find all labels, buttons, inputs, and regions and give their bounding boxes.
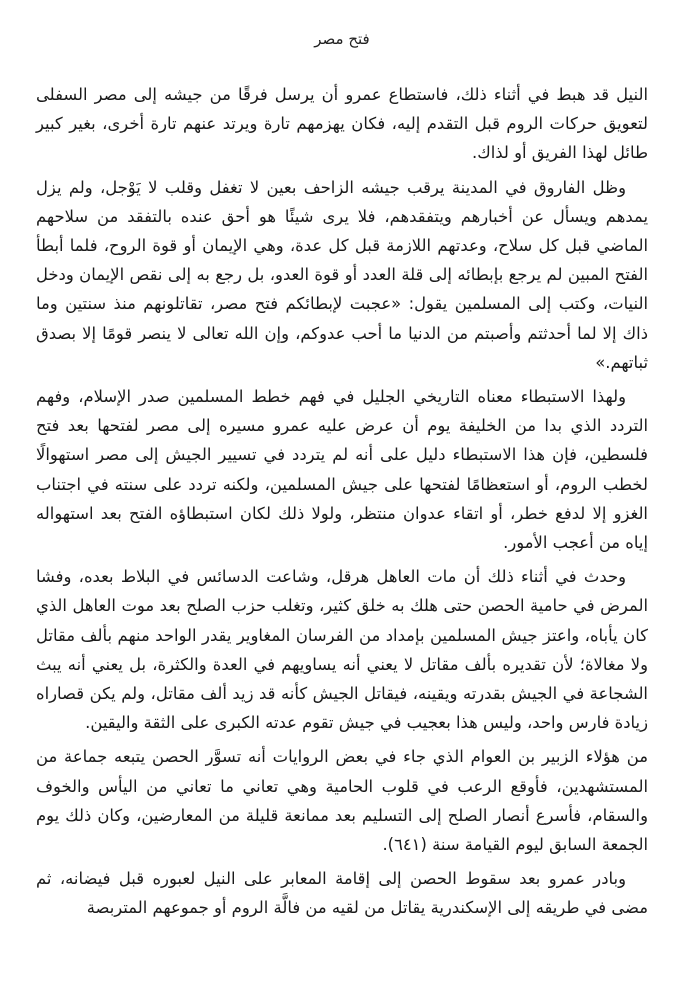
page-body-text <box>36 80 648 923</box>
paragraph-3: ولهذا الاستبطاء معناه التاريخي الجليل في فهم خطط المسلمين صدر الإسلام، وفهم التردد الذي بدا من الخليفة يوم أن عرض عليه عمرو مسيره إلى مصر لفتحها بعد فتح فلسطين، فإن هذا الاستبطاء دليل على أنه لم يتردد في تسيير الجيش إلى مصر استهوالًا لخطب الروم، أو استعظامًا لفتحها على جيش المسلمين، ولكنه تردد على سنته في اجتناب الغزو إلا لدفع خطر، أو اتقاء عدوان منتظر، ولولا ذلك لكان استبطاؤه الفتح بعد استهواله إياه من أعجب الأمور. <box>36 387 648 553</box>
paragraph-6: وبادر عمرو بعد سقوط الحصن إلى إقامة المعابر على النيل لعبوره قبل فيضانه، ثم مضى في طريقه إلى الإسكندرية يقاتل من لقيه من فالَّة الروم أو جموعهم المتربصة <box>36 869 648 918</box>
paragraph-2: وظل الفاروق في المدينة يرقب جيشه الزاحف بعين لا تغفل وقلب لا يَوْجل، ولم يزل يمدهم ويسأل عن أخبارهم ويتفقدهم، فلا يرى شيئًا هو أحق عنده بالتفقد من سلاحهم الماضي قبل كل سلاح، وعدتهم اللازمة قبل كل عدة، وهي الإيمان أو قوة الروح، فلما أبطأ الفتح المبين لم يرجع بإبطائه إلى قلة العدد أو قوة العدو، بل رجع به إلى نقص الإيمان ودخل النيات، وكتب إلى المسلمين يقول: «عجبت لإبطائكم فتح مصر، تقاتلونهم منذ سنتين وما ذاك إلا لما أحدثتم وأصبتم من الدنيا ما أحب عدوكم، وإن الله تعالى لا ينصر قومًا إلا بصدق ثباتهم.» <box>36 177 648 372</box>
paragraph-4: وحدث في أثناء ذلك أن مات العاهل هرقل، وشاعت الدسائس في البلاط بعده، وفشا المرض في حامية الحصن حتى هلك به خلق كثير، وتغلب حزب الصلح بعد موت العاهل الذي كان يأباه، واعتز جيش المسلمين بإمداد من الفرسان المغاوير يقدر الواحد منهم بألف مقاتل ولا مغالاة؛ لأن تقديره بألف مقاتل لا يعني أنه يساويهم في العدة والكثرة، بل يعني أنه يبث الشجاعة في الجيش بقدرته ويقينه، فيقاتل الجيش كأنه قد زيد ألف مقاتل، ولم يكن قصاراه زيادة فارس واحد، وليس هذا بعجيب في جيش تقوم عدته الكبرى على الثقة واليقين. <box>36 567 648 733</box>
paragraph-5: من هؤلاء الزبير بن العوام الذي جاء في بعض الروايات أنه تسوَّر الحصن يتبعه جماعة من المستشهدين، فأوقع الرعب في قلوب الحامية وهي تعاني ما تعاني من اليأس والخوف والسقام، فأسرع أنصار الصلح إلى التسليم بعد ممانعة قليلة من المعارضين، وكان ذلك يوم الجمعة السابق ليوم القيامة سنة (٦٤١). <box>36 747 648 855</box>
paragraph-1: النيل قد هبط في أثناء ذلك، فاستطاع عمرو أن يرسل فرقًا من جيشه إلى مصر السفلى لتعويق حركات الروم قبل التقدم إليه، فكان يهزمهم تارة ويرتد عنهم تارة أخرى، بغير كبير طائل لهذا الفريق أو لذاك. <box>36 85 648 163</box>
running-header-title: فتح مصر <box>314 30 370 48</box>
